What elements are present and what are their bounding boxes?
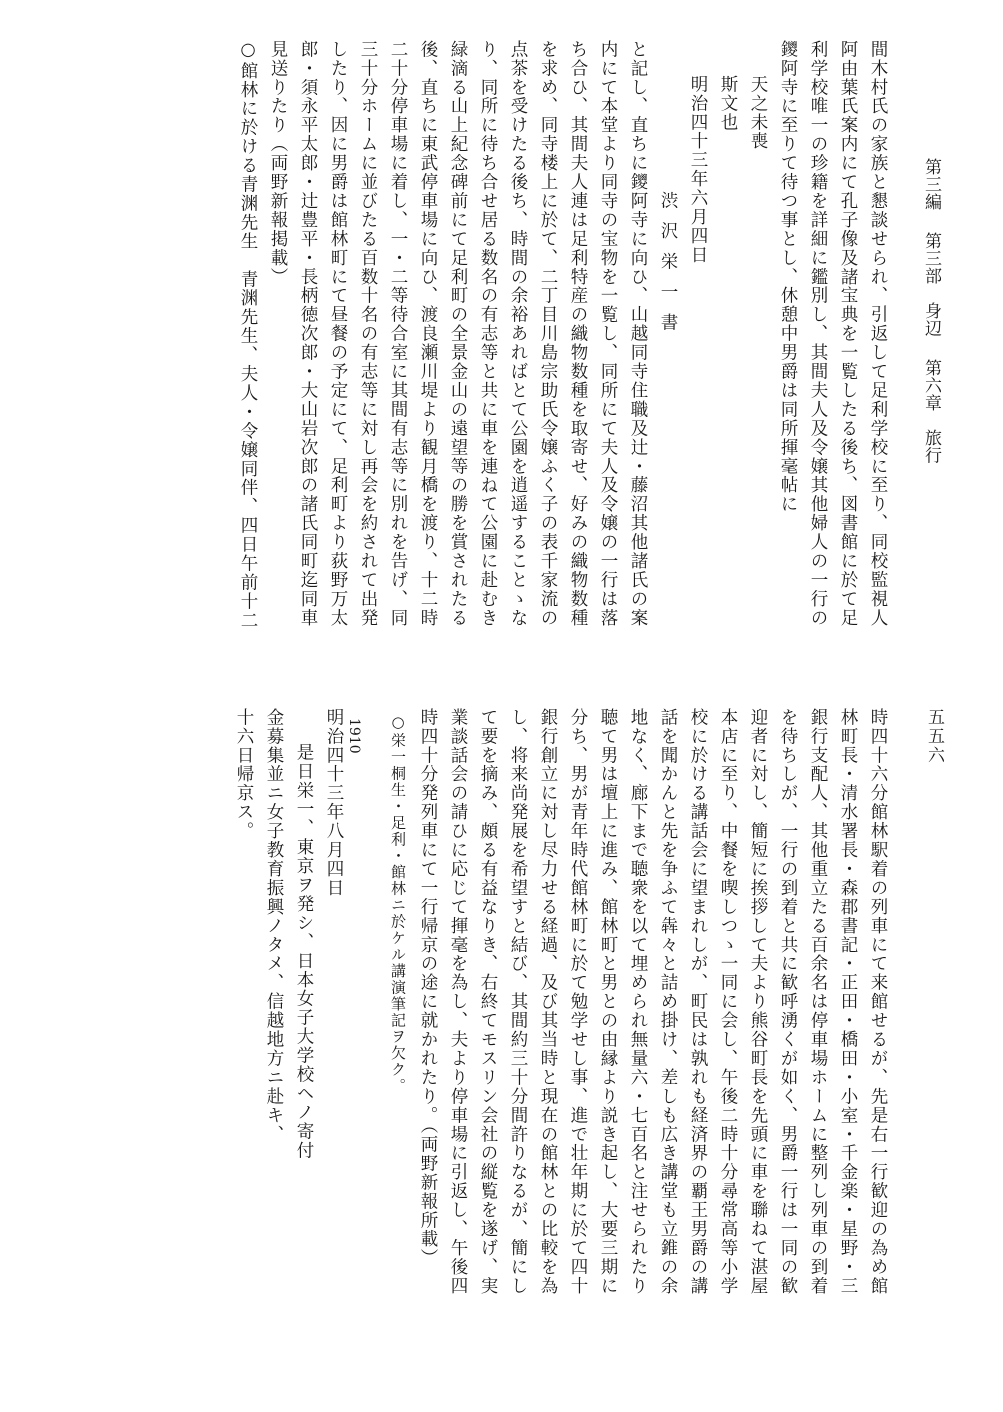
text-column: 間木村氏の家族と懇談せられ、引返して足利学校に至り、同校監視人 xyxy=(868,40,888,628)
quote-line: 天之未喪 xyxy=(748,75,768,151)
text-column: 時四十分発列車にて一行帰京の途に就かれたり。（両野新報所載） xyxy=(418,708,438,1268)
text-column: 話を聞かんと先を争ふて犇々と詰め掛け、差しも広き講堂も立錐の余 xyxy=(658,708,678,1296)
text-column: と記し、直ちに鑁阿寺に向ひ、山越同寺住職及辻・藤沼其他諸氏の案 xyxy=(628,40,648,628)
signature: 渋沢栄一書 xyxy=(658,190,678,343)
text-column: 校に於ける講話会に望まれしが、町民は孰れも経済界の覇王男爵の講 xyxy=(688,708,708,1296)
header-part: 第三部 身辺 xyxy=(921,232,941,338)
header-chapter: 第六章 旅行 xyxy=(921,359,941,465)
text-column: 点茶を受けたる後ち、時間の余裕あればとて公園を逍遥することゝな xyxy=(508,40,528,628)
text-column: 後、直ちに東武停車場に向ひ、渡良瀬川堤より観月橋を渡り、十二時 xyxy=(418,40,438,628)
header-volume: 第三編 xyxy=(921,158,941,211)
editorial-note: ○栄一桐生・足利・館林ニ於ケル講演筆記ヲ欠ク。 xyxy=(389,712,407,1094)
page-number: 五五六 xyxy=(924,708,944,765)
text-column: 阿由葉氏案内にて孔子像及諸宝典を一覧したる後ち、図書館に於て足 xyxy=(838,40,858,628)
text-column: 利学校唯一の珍籍を詳細に鑑別し、其間夫人及令嬢其他婦人の一行の xyxy=(808,40,828,628)
text-column: 内にて本堂より同寺の宝物を一覧し、同所にて夫人及令嬢の一行は落 xyxy=(598,40,618,628)
text-column: 林町長・清水署長・森郡書記・正田・橋田・小室・千金楽・星野・三 xyxy=(838,708,858,1296)
text-column: を待ちしが、一行の到着と共に歓呼湧くが如く、男爵一行は一同の歓 xyxy=(778,708,798,1296)
entry-text: 十六日帰京ス。 xyxy=(234,708,254,841)
running-header xyxy=(922,158,939,464)
text-column: したり、因に男爵は館林町にて昼餐の予定にて、足利町より荻野万太 xyxy=(328,40,348,628)
text-column: 鑁阿寺に至りて待つ事とし、休憩中男爵は同所揮毫帖に xyxy=(778,40,798,514)
text-column: 時四十六分館林駅着の列車にて来館せるが、先是右一行歓迎の為め館 xyxy=(868,708,888,1296)
year-marker: 1910 xyxy=(346,717,362,754)
text-column: し、将来尚発展を希望すと結び、其間約三十分間許りなるが、簡にし xyxy=(508,708,528,1296)
text-column: 三十分ホームに並びたる百数十名の有志等に対し再会を約されて出発 xyxy=(358,40,378,628)
entry-date: 明治四十三年八月四日 xyxy=(324,708,344,898)
text-column: 迎者に対し、簡短に挨拶して夫より熊谷町長を先頭に車を聯ねて湛屋 xyxy=(748,708,768,1296)
text-column: 見送りたり（両野新報掲載） xyxy=(268,40,288,287)
text-column: を求め、同寺楼上に於て、二丁目川島宗助氏令嬢ふく子の表千家流の xyxy=(538,40,558,628)
text-column: り、同所に待ち合せ居る数名の有志等と共に車を連ねて公園に赴むき xyxy=(478,40,498,628)
quote-date: 明治四十三年六月四日 xyxy=(688,75,708,265)
entry-text: 是日栄一、東京ヲ発シ、日本女子大学校ヘノ寄付 xyxy=(294,743,314,1160)
lower-text-block xyxy=(229,708,893,1378)
text-column: 本店に至り、中餐を喫しつゝ一同に会し、午後二時十分尋常高等小学 xyxy=(718,708,738,1296)
text-column: ○館林に於ける青渊先生 青渊先生、夫人・令嬢同伴、四日午前十二 xyxy=(238,40,258,630)
column-spacer xyxy=(369,708,383,1378)
text-column: 二十分停車場に着し、一・二等待合室に其間有志等に別れを告げ、同 xyxy=(388,40,408,628)
text-column: 聴て男は壇上に進み、館林町と男との由縁より説き起し、大要三期に xyxy=(598,708,618,1296)
text-column: 緑滴る山上紀念碑前にて足利町の全景金山の遠望等の勝を賞されたる xyxy=(448,40,468,628)
text-column: 地なく、廊下まで聴衆を以て埋められ無量六・七百名と注せられたり xyxy=(628,708,648,1296)
upper-text-block xyxy=(233,40,893,700)
quote-line: 斯文也 xyxy=(718,75,738,132)
text-column: ち合ひ、其間夫人連は足利特産の織物数種を取寄せ、好みの織物数種 xyxy=(568,40,588,628)
text-column: て要を摘み、頗る有益なりき、右終てモスリン会社の縦覧を遂げ、実 xyxy=(478,708,498,1296)
text-column: 銀行創立に対し尽力せる経過、及び其当時と現在の館林との比較を為 xyxy=(538,708,558,1296)
text-column: 郎・須永平太郎・辻豊平・長柄徳次郎・大山岩次郎の諸氏同町迄同車 xyxy=(298,40,318,628)
text-column: 分ち、男が青年時代館林町に於て勉学せし事、進で壮年期に於て四十 xyxy=(568,708,588,1296)
text-column: 銀行支配人、其他重立たる百余名は停車場ホームに整列し列車の到着 xyxy=(808,708,828,1296)
text-column: 業談話会の請ひに応じて揮毫を為し、夫より停車場に引返し、午後四 xyxy=(448,708,468,1296)
entry-text: 金募集並ニ女子教育振興ノタメ、信越地方ニ赴キ、 xyxy=(264,708,284,1144)
